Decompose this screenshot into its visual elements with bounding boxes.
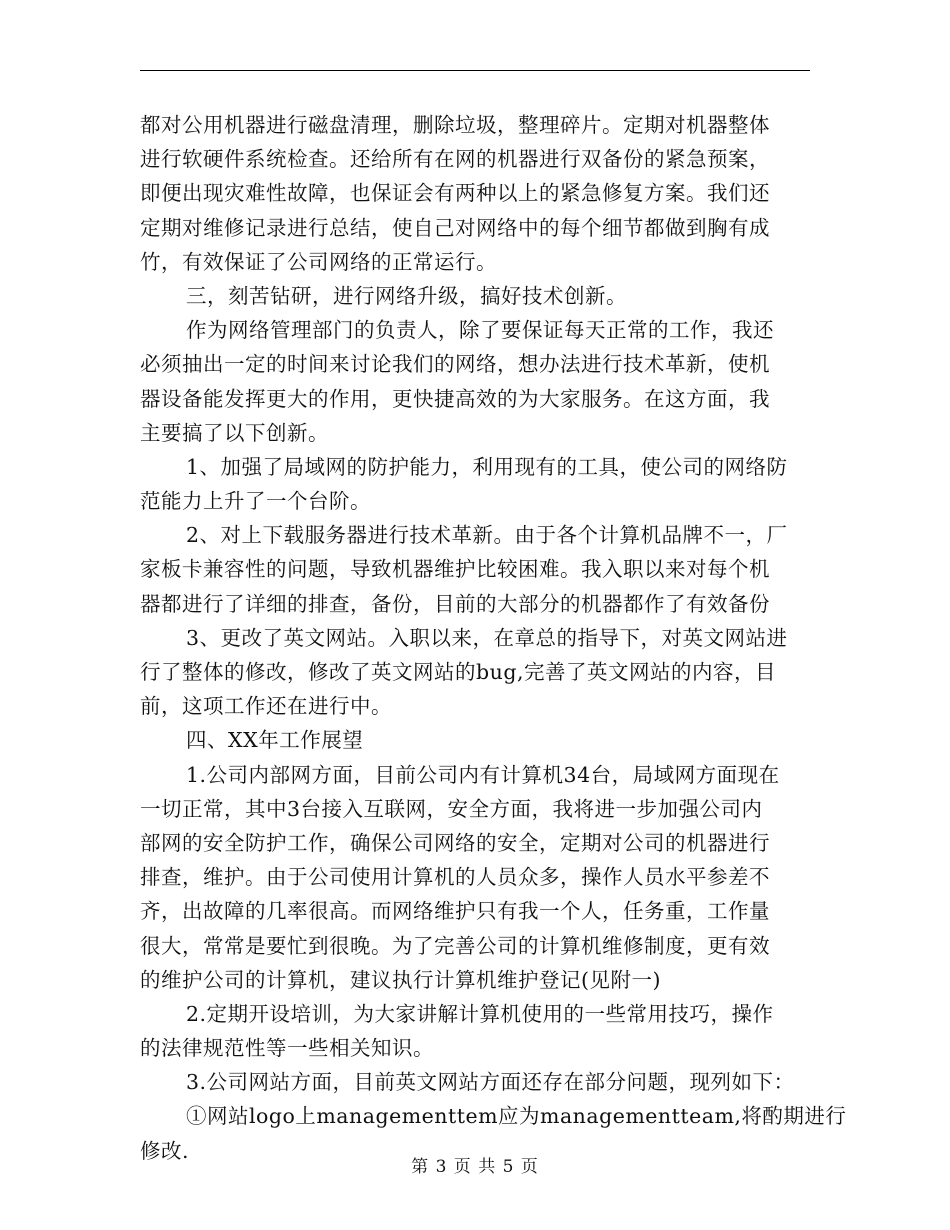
list-item-3 xyxy=(140,621,815,724)
text-line: 前，这项工作还在进行中。 xyxy=(140,694,392,719)
document-body xyxy=(140,108,847,1168)
header-rule xyxy=(140,70,810,71)
outlook-item-1 xyxy=(140,758,815,997)
text-line: 1、加强了局域网的防护能力，利用现有的工具，使公司的网络防 xyxy=(186,454,788,479)
text-line: 竹，有效保证了公司网络的正常运行。 xyxy=(140,249,497,274)
text-line: 很大，常常是要忙到很晚。为了完善公司的计算机维修制度，更有效 xyxy=(140,933,770,958)
text-line: 家板卡兼容性的问题，导致机器维护比较困难。我入职以来对每个机 xyxy=(140,557,770,582)
text-line: 齐，出故障的几率很高。而网络维护只有我一个人，任务重，工作量 xyxy=(140,899,770,924)
section-heading: 三，刻苦钻研，进行网络升级，搞好技术创新。 xyxy=(186,283,627,308)
outlook-item-2 xyxy=(140,997,815,1065)
text-line: 主要搞了以下创新。 xyxy=(140,420,329,445)
text-line: 的法律规范性等一些相关知识。 xyxy=(140,1036,434,1061)
section-heading-three xyxy=(140,279,815,313)
text-line: 一切正常，其中3台接入互联网，安全方面，我将进一步加强公司内 xyxy=(140,796,763,821)
text-line: 即便出现灾难性故障，也保证会有两种以上的紧急修复方案。我们还 xyxy=(140,181,770,206)
text-line: 修改. xyxy=(140,1138,190,1163)
list-item-2 xyxy=(140,518,815,621)
text-line: 2.定期开设培训，为大家讲解计算机使用的一些常用技巧，操作 xyxy=(186,1001,774,1026)
text-line: ①网站logo上managementtem应为managementteam,将酌期进行 xyxy=(186,1104,847,1129)
text-line: 2、对上下载服务器进行技术革新。由于各个计算机品牌不一，厂 xyxy=(186,523,788,548)
section-heading-four xyxy=(140,723,815,757)
paragraph-maintenance xyxy=(140,108,815,279)
text-line: 1.公司内部网方面，目前公司内有计算机34台，局域网方面现在 xyxy=(186,762,780,787)
page-number-footer: 第 3 页 共 5 页 xyxy=(411,1157,539,1177)
text-line: 3.公司网站方面，目前英文网站方面还存在部分问题，现列如下： xyxy=(186,1070,795,1095)
text-line: 排查，维护。由于公司使用计算机的人员众多，操作人员水平参差不 xyxy=(140,865,770,890)
text-line: 器设备能发挥更大的作用，更快捷高效的为大家服务。在这方面，我 xyxy=(140,386,770,411)
paragraph-innovation-intro xyxy=(140,313,815,450)
text-line: 定期对维修记录进行总结，使自己对网络中的每个细节都做到胸有成 xyxy=(140,215,770,240)
text-line: 必须抽出一定的时间来讨论我们的网络，想办法进行技术革新，使机 xyxy=(140,352,770,377)
text-line: 范能力上升了一个台阶。 xyxy=(140,489,371,514)
text-line: 器都进行了详细的排查，备份，目前的大部分的机器都作了有效备份 xyxy=(140,591,770,616)
text-line: 部网的安全防护工作，确保公司网络的安全，定期对公司的机器进行 xyxy=(140,830,770,855)
text-line: 进行软硬件系统检查。还给所有在网的机器进行双备份的紧急预案， xyxy=(140,147,770,172)
text-line: 3、更改了英文网站。入职以来，在章总的指导下，对英文网站进 xyxy=(186,625,788,650)
text-line: 都对公用机器进行磁盘清理，删除垃圾，整理碎片。定期对机器整体 xyxy=(140,113,770,137)
list-item-1 xyxy=(140,450,815,518)
text-line: 作为网络管理部门的负责人，除了要保证每天正常的工作，我还 xyxy=(186,318,774,343)
section-heading: 四、XX年工作展望 xyxy=(186,728,364,753)
text-line: 行了整体的修改，修改了英文网站的bug,完善了英文网站的内容，目 xyxy=(140,660,776,684)
outlook-item-3 xyxy=(140,1065,815,1099)
text-line: 的维护公司的计算机，建议执行计算机维护登记(见附一) xyxy=(140,967,661,992)
